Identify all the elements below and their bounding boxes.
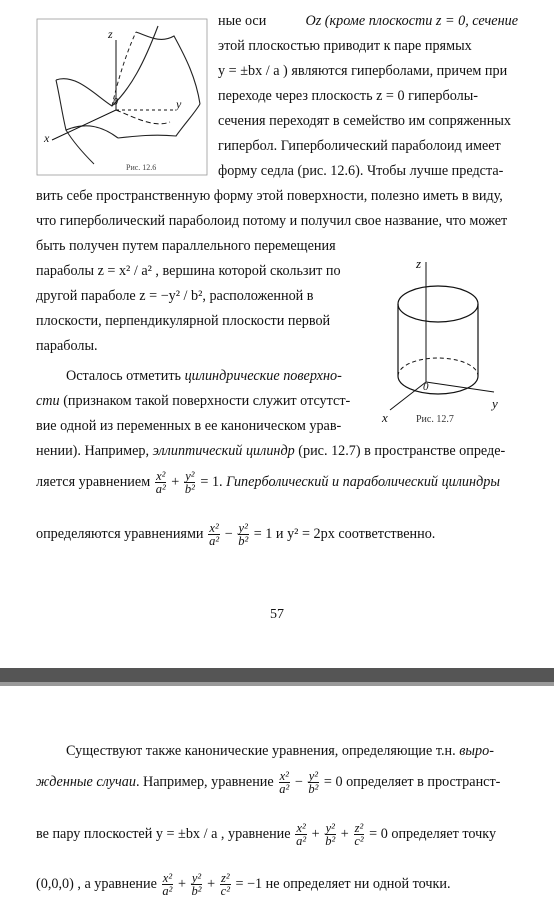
fraction: $\frac{\text{y²}}{\text{b²}}$ bbox=[184, 469, 195, 496]
text-line: нении). Например, эллиптический цилиндр (рис. 12.7) в пространстве опреде- bbox=[36, 443, 506, 459]
text-line: вие одной из переменных в ее каноническом урав- bbox=[36, 418, 342, 434]
text-line: параболы. bbox=[36, 338, 98, 354]
text-line: этой плоскостью приводит к паре прямых bbox=[218, 38, 472, 54]
equation-line-hyperbolic: определяются уравнениями $\frac{\text{x²}}{\text{a²}}$ − $\frac{\text{y²}}{\text{b²}}$ = 1 и y² = 2px соответственно. bbox=[36, 521, 436, 548]
fraction: $\frac{\text{x²}}{\text{a²}}$ bbox=[279, 769, 290, 796]
equation-line-degenerate: жденные случаи. Например, уравнение $\frac{\text{x²}}{\text{a²}}$ − $\frac{\text{y²}}{\text{b²}}$ = 0 определяет в пространст- bbox=[36, 769, 501, 796]
fraction: $\frac{\text{x²}}{\text{a²}}$ bbox=[155, 469, 166, 496]
text-line: сти (признаком такой поверхности служит отсутст- bbox=[36, 393, 351, 409]
text-line: гипербол. Гиперболический параболоид имеет bbox=[218, 138, 501, 154]
fig2-caption: Рис. 12.7 bbox=[416, 414, 454, 425]
text-line: форму седла (рис. 12.6). Чтобы лучше предста- bbox=[218, 163, 504, 179]
text-line: плоскости, перпендикулярной плоскости первой bbox=[36, 313, 331, 329]
page-number: 57 bbox=[270, 607, 284, 622]
text-line: сечения переходят в семейство им сопряженных bbox=[218, 113, 511, 129]
text-line: что гиперболический параболоид потому и получил свое название, что может bbox=[36, 213, 508, 229]
text-line: быть получен путем параллельного перемещения bbox=[36, 238, 336, 254]
fraction: $\frac{\text{z²}}{\text{c²}}$ bbox=[220, 871, 230, 898]
fraction: $\frac{\text{y²}}{\text{b²}}$ bbox=[308, 769, 319, 796]
text-line: y = ±bx / a ) являются гиперболами, причем при bbox=[218, 63, 508, 79]
text-line: другой параболе z = −y² / b², расположенной в bbox=[36, 288, 314, 304]
page-separator-shadow bbox=[0, 682, 554, 686]
text-line: параболы z = x² / a² , вершина которой скользит по bbox=[36, 263, 341, 279]
equation-line-empty: (0,0,0) , а уравнение $\frac{\text{x²}}{\text{a²}}$ + $\frac{\text{y²}}{\text{b²}}$ + $\frac{\text{z²}}{\text{c²}}$ = −1 не определяет ни одной точки. bbox=[36, 871, 451, 898]
equation-line-ellipse: ляется уравнением $\frac{\text{x²}}{\text{a²}}$ + $\frac{\text{y²}}{\text{b²}}$ = 1. Гиперболический и параболический цилиндры bbox=[36, 469, 500, 496]
fraction: $\frac{\text{y²}}{\text{b²}}$ bbox=[191, 871, 202, 898]
fraction: $\frac{\text{x²}}{\text{a²}}$ bbox=[296, 821, 307, 848]
fig2-label-x: x bbox=[382, 410, 388, 425]
fig1-label-z: z bbox=[108, 27, 113, 41]
fraction: $\frac{\text{y²}}{\text{b²}}$ bbox=[238, 521, 249, 548]
fraction: $\frac{\text{x²}}{\text{a²}}$ bbox=[209, 521, 220, 548]
fraction: $\frac{\text{z²}}{\text{c²}}$ bbox=[354, 821, 364, 848]
fraction: $\frac{\text{y²}}{\text{b²}}$ bbox=[325, 821, 336, 848]
fig2-label-z: z bbox=[416, 256, 422, 271]
fig1-label-y: y bbox=[176, 97, 182, 111]
text-line: переходе через плоскость z = 0 гиперболы- bbox=[218, 88, 478, 104]
figure-hyperbolic-paraboloid bbox=[36, 18, 208, 176]
figure-elliptic-cylinder bbox=[376, 250, 522, 428]
text-line: вить себе пространственную форму этой поверхности, полезно иметь в виду, bbox=[36, 188, 503, 204]
fig1-caption: Рис. 12.6 bbox=[126, 163, 157, 172]
text-line: ные оси Oz (кроме плоскости z = 0, сечение bbox=[218, 13, 518, 29]
page-separator bbox=[0, 668, 554, 682]
fig1-label-x: x bbox=[44, 131, 50, 145]
fraction: $\frac{\text{x²}}{\text{a²}}$ bbox=[162, 871, 173, 898]
text-line: Существуют также канонические уравнения, определяющие т.н. выро- bbox=[66, 743, 494, 759]
text-line: Осталось отметить цилиндрические поверхно- bbox=[66, 368, 342, 384]
fig1-label-origin: 0 bbox=[113, 97, 118, 108]
fig2-label-origin: 0 bbox=[423, 381, 429, 393]
fig2-label-y: y bbox=[492, 396, 498, 411]
equation-line-point: ве пару плоскостей y = ±bx / a , уравнение $\frac{\text{x²}}{\text{a²}}$ + $\frac{\text{y²}}{\text{b²}}$ + $\frac{\text{z²}}{\text{c²}}$ = 0 определяет точку bbox=[36, 821, 497, 848]
